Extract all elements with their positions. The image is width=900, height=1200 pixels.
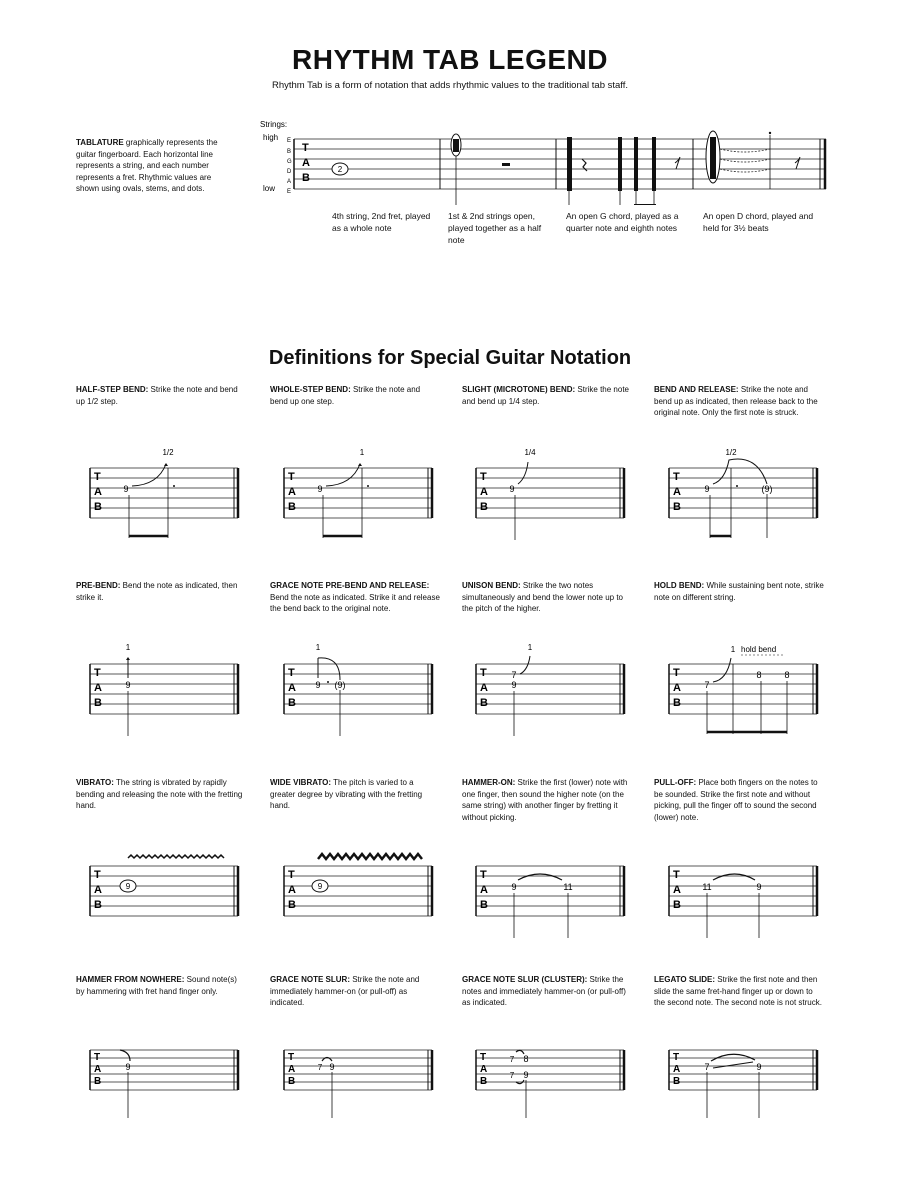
fret-number: 9 <box>756 882 762 892</box>
staff-legato-slide <box>667 1026 827 1121</box>
tab-letter: T <box>673 667 680 679</box>
staff-pull-off <box>667 838 827 943</box>
definition-hammer-on <box>462 777 632 823</box>
tab-letter: A <box>94 486 102 498</box>
tab-letter: A <box>94 884 102 896</box>
fret-number: 9 <box>511 680 517 690</box>
fret-number: 7 <box>704 1062 710 1072</box>
tab-letter: B <box>673 899 681 911</box>
tab-letter: B <box>673 697 681 709</box>
definition-text: Strike the note and bend up 1/4 step. <box>462 385 629 406</box>
hold-bend-label: hold bend <box>741 645 777 654</box>
bend-amount: 1 <box>315 643 321 652</box>
tab-letter: B <box>94 899 102 911</box>
fret-number: 9 <box>125 1062 131 1072</box>
definition-text: Strike the note and bend up 1/2 step. <box>76 385 238 406</box>
half-rest <box>502 163 510 166</box>
definitions-title: Definitions for Special Guitar Notation <box>268 347 632 369</box>
tablature-text: graphically represents the guitar fingerboard. Each horizontal line represents a string, and each number represents a fret. Rhythmic values are shown using ovals, stems, and dots. <box>76 138 218 193</box>
legend-caption: An open G chord, played as a quarter note and eighth notes <box>566 211 679 233</box>
definition-text: Strike the note and immediately hammer-on (or pull-off) as indicated. <box>270 975 420 1007</box>
tab-letter: T <box>94 1052 101 1063</box>
tab-letter: A <box>673 1064 681 1075</box>
tab-letter: B <box>480 899 488 911</box>
definition-text: The string is vibrated by rapidly bending and releasing the note with the fretting hand. <box>76 778 243 810</box>
staff-grace-note-slur <box>282 1026 442 1121</box>
definition-pre-bend <box>76 580 246 603</box>
fret-number: 8 <box>523 1054 529 1064</box>
definition-pull-off <box>654 777 824 823</box>
definition-hold-bend <box>654 580 824 603</box>
legend-caption: 4th string, 2nd fret, played as a whole note <box>332 211 431 233</box>
tab-letter: B <box>94 697 102 709</box>
tab-letter: B <box>288 899 296 911</box>
definition-whole-step-bend <box>270 384 440 407</box>
tab-letter: T <box>480 667 487 679</box>
fret-number: 8 <box>784 670 790 680</box>
legend-staff <box>250 115 840 205</box>
tablature-label: TABLATURE <box>76 138 124 147</box>
fret-number: 8 <box>756 670 762 680</box>
bend-amount: 1 <box>359 448 365 457</box>
tab-letter: T <box>480 471 487 483</box>
definition-label: GRACE NOTE PRE-BEND AND RELEASE: <box>270 581 430 590</box>
definition-text: Strike the two notes simultaneously and bend the lower note up to the pitch of the higher. <box>462 581 623 613</box>
tab-letter: T <box>673 471 680 483</box>
staff-whole-step-bend <box>282 440 442 545</box>
tab-letter: A <box>480 486 488 498</box>
half-note-oval <box>451 134 461 205</box>
legend-caption: An open D chord, played and held for 3½ beats <box>703 211 814 233</box>
definition-text: Strike the note and bend up as indicated, then release back to the original note. Only the first note is struck. <box>654 385 818 417</box>
strings-label: Strings: <box>260 120 288 129</box>
definition-label: BEND AND RELEASE: <box>654 385 739 394</box>
definition-grace-note-slur <box>270 974 440 1009</box>
tab-letter: T <box>673 1052 680 1063</box>
barlines <box>294 139 825 189</box>
tab-letter: B <box>288 697 296 709</box>
g-chord-notes <box>567 137 680 205</box>
fret-number: 9 <box>317 882 323 891</box>
bend-amount: 1/2 <box>725 448 737 457</box>
staff-unison-bend <box>474 636 634 741</box>
fret-number: 7 <box>509 1055 515 1064</box>
staff-pre-bend <box>88 636 248 741</box>
legend-caption: 1st & 2nd strings open, played together as a half note <box>448 211 542 245</box>
definition-label: GRACE NOTE SLUR (CLUSTER): <box>462 975 588 984</box>
definition-legato-slide <box>654 974 824 1009</box>
definition-unison-bend <box>462 580 632 615</box>
tab-letter: T <box>302 142 309 154</box>
definition-half-step-bend <box>76 384 246 407</box>
fret-number: 9 <box>704 484 710 494</box>
staff-grace-note-pre-bend <box>282 636 442 741</box>
page-subtitle: Rhythm Tab is a form of notation that adds rhythmic values to the traditional tab staff. <box>271 80 629 91</box>
fret-number-paren: (9) <box>761 484 773 494</box>
tab-letter: B <box>480 501 488 513</box>
tab-letter: B <box>673 501 681 513</box>
fret-number: 9 <box>329 1062 335 1072</box>
definition-label: PRE-BEND: <box>76 581 121 590</box>
fret-number: 9 <box>315 680 321 690</box>
tab-letter: T <box>94 667 101 679</box>
definition-label: WHOLE-STEP BEND: <box>270 385 351 394</box>
tab-letter: B <box>288 501 296 513</box>
definition-label: SLIGHT (MICROTONE) BEND: <box>462 385 576 394</box>
definition-label: LEGATO SLIDE: <box>654 975 716 984</box>
definition-grace-note-pre-bend <box>270 580 440 615</box>
staff-bend-and-release <box>667 440 827 545</box>
low-label: low <box>263 184 276 193</box>
staff-slight-bend <box>474 440 634 545</box>
definition-text: Place both fingers on the notes to be sounded. Strike the first note and without picking, pull the finger off to sound the second (lower) note. <box>654 778 818 822</box>
definition-text: While sustaining bent note, strike note on different string. <box>654 581 824 602</box>
definition-text: Bend the note as indicated, then strike it. <box>76 581 238 602</box>
string-numbers <box>287 138 292 195</box>
definition-text: Strike the notes and immediately hammer-on (or pull-off) as indicated. <box>462 975 626 1007</box>
tab-letter: T <box>288 667 295 679</box>
bend-amount: 1 <box>125 643 131 652</box>
tab-letter: T <box>480 1052 487 1063</box>
d-chord-notes <box>706 131 800 189</box>
definition-label: UNISON BEND: <box>462 581 521 590</box>
staff-grace-note-slur-cluster <box>474 1026 634 1121</box>
tab-letter: B <box>94 501 102 513</box>
fret-number: 9 <box>317 484 323 494</box>
tab-letter: B <box>302 172 310 184</box>
tab-letter: A <box>94 1064 102 1075</box>
tab-letter: T <box>94 471 101 483</box>
string-number: B <box>287 149 292 155</box>
tab-letter: T <box>288 471 295 483</box>
definition-text: The pitch is varied to a greater degree by vibrating with the fretting hand. <box>270 778 423 810</box>
bend-amount: 1 <box>527 643 533 652</box>
fret-number: 9 <box>509 484 515 494</box>
definition-label: PULL-OFF: <box>654 778 697 787</box>
fret-number: 7 <box>511 670 517 680</box>
string-number: G <box>287 159 292 165</box>
string-number: D <box>287 169 292 175</box>
fret-number-paren: (9) <box>334 680 346 690</box>
tablature-description <box>76 137 236 195</box>
bend-amount: 1 <box>730 645 736 654</box>
fret-number: 9 <box>523 1070 529 1080</box>
definition-label: WIDE VIBRATO: <box>270 778 332 787</box>
tab-letter: B <box>288 1076 296 1087</box>
staff-hammer-on <box>474 838 634 943</box>
tab-letter: B <box>480 1076 488 1087</box>
definition-hammer-from-nowhere <box>76 974 246 997</box>
fret-number: 9 <box>756 1062 762 1072</box>
staff-wide-vibrato <box>282 838 442 943</box>
tab-letter: A <box>288 884 296 896</box>
definition-label: HAMMER FROM NOWHERE: <box>76 975 185 984</box>
tab-letter: A <box>673 486 681 498</box>
definition-label: HAMMER-ON: <box>462 778 516 787</box>
bend-amount: 1/2 <box>162 448 174 457</box>
definition-bend-and-release <box>654 384 824 419</box>
fret-number: 7 <box>704 680 710 690</box>
tab-letter: A <box>673 884 681 896</box>
tab-letter: A <box>288 1064 296 1075</box>
tab-letter: A <box>288 486 296 498</box>
bend-amount: 1/4 <box>524 448 536 457</box>
tab-letter: T <box>94 869 101 881</box>
definition-label: HOLD BEND: <box>654 581 705 590</box>
definition-vibrato <box>76 777 246 812</box>
tab-letter: T <box>480 869 487 881</box>
definition-text: Strike the first note and then slide the same fret-hand finger up or down to the second note. The second note is not struck. <box>654 975 822 1007</box>
string-number: E <box>287 189 292 195</box>
tab-letter: A <box>480 1064 488 1075</box>
fret-number: 7 <box>317 1063 323 1072</box>
tab-letter: A <box>480 884 488 896</box>
string-number: E <box>287 138 292 144</box>
fret-number: 9 <box>123 484 129 494</box>
staff-hold-bend <box>667 636 827 741</box>
tab-letter: T <box>288 1052 295 1063</box>
definition-label: GRACE NOTE SLUR: <box>270 975 350 984</box>
tab-letter: T <box>673 869 680 881</box>
fret-number: 7 <box>509 1071 515 1080</box>
tab-letter: A <box>302 157 310 169</box>
fret-number: 9 <box>125 882 131 891</box>
definition-text: Strike the first (lower) note with one finger, then sound the higher note (on the same string) with another finger by fretting it without picking. <box>462 778 628 822</box>
string-number: A <box>287 179 292 185</box>
staff-half-step-bend <box>88 440 248 545</box>
fret-number: 11 <box>702 882 712 892</box>
definition-label: VIBRATO: <box>76 778 114 787</box>
tab-letter: A <box>480 682 488 694</box>
tab-clef <box>302 142 310 184</box>
staff-hammer-from-nowhere <box>88 1026 248 1121</box>
tab-letter: A <box>288 682 296 694</box>
definition-label: HALF-STEP BEND: <box>76 385 149 394</box>
tab-letter: T <box>288 869 295 881</box>
fret-number: 9 <box>511 882 517 892</box>
definition-text: Bend the note as indicated. Strike it and release the bend back to the original note. <box>270 592 440 613</box>
definition-grace-note-slur-cluster <box>462 974 632 1009</box>
tab-letter: B <box>673 1076 681 1087</box>
fret-number: 9 <box>125 680 131 690</box>
page-title: RHYTHM TAB LEGEND <box>292 44 608 75</box>
tab-letter: B <box>480 697 488 709</box>
whole-note-oval <box>332 163 348 175</box>
tab-letter: A <box>94 682 102 694</box>
high-label: high <box>263 133 279 142</box>
tab-letter: A <box>673 682 681 694</box>
staff-lines <box>294 139 826 189</box>
staff-vibrato <box>88 838 248 943</box>
tab-letter: B <box>94 1076 102 1087</box>
fret-number: 2 <box>337 165 343 174</box>
definition-wide-vibrato <box>270 777 440 812</box>
definition-slight-bend <box>462 384 632 407</box>
definition-text: Strike the note and bend up one step. <box>270 385 421 406</box>
fret-number: 11 <box>563 882 573 892</box>
definition-text: Sound note(s) by hammering with fret hand finger only. <box>76 975 237 996</box>
